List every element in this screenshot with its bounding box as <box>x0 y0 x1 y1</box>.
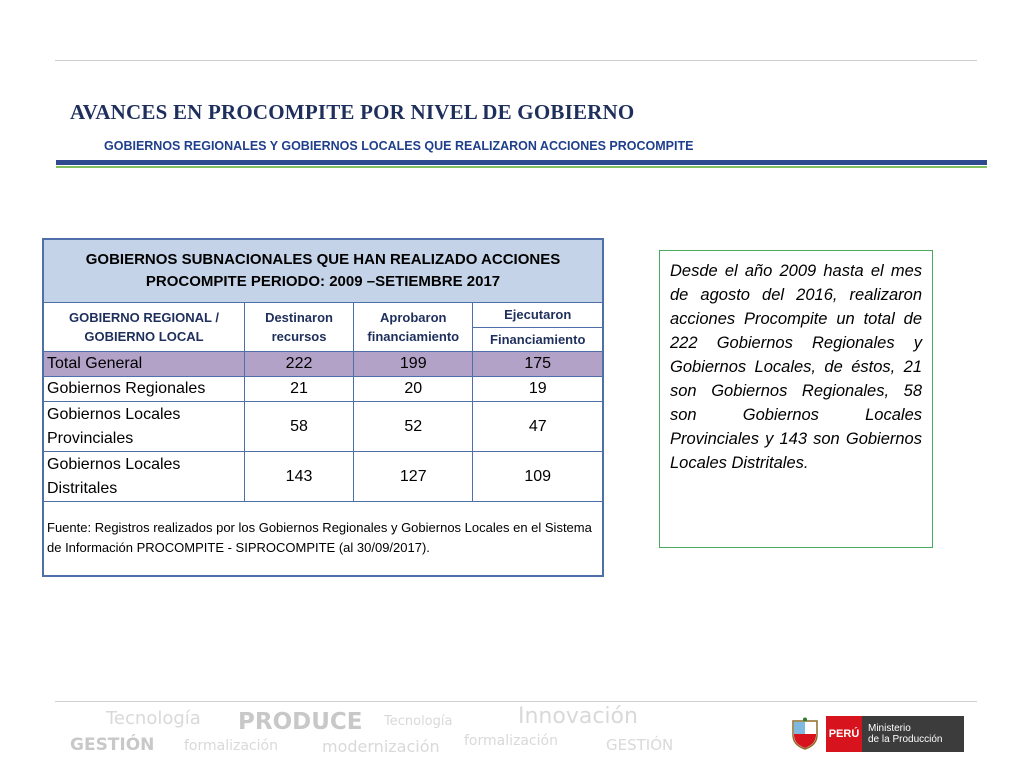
row-label: Gobiernos Locales Provinciales <box>43 402 244 452</box>
page-title: AVANCES EN PROCOMPITE POR NIVEL DE GOBIERNO <box>70 100 635 124</box>
row-ejecutaron: 19 <box>473 377 603 402</box>
table-row <box>43 377 603 402</box>
watermark-word: PRODUCE <box>238 709 363 735</box>
summary-note: Desde el año 2009 hasta el mes de agosto del 2016, realizaron acciones Procompite un total de 222 Gobiernos Regionales y Gobiernos Locales, de éstos, 21 son Gobiernos Regionales, 58 son Gobiernos Locales Provinciales y 143 son Gobiernos Locales Distritales. <box>659 250 933 548</box>
row-ejecutaron: 175 <box>473 352 603 377</box>
row-destinaron: 21 <box>244 377 353 402</box>
top-divider <box>55 60 977 61</box>
table-row <box>43 402 603 452</box>
col-header-financiamiento: Financiamiento <box>473 327 603 352</box>
header-bar-blue <box>56 160 987 165</box>
col-header-destinaron: Destinaron recursos <box>244 303 353 352</box>
ministry-name-line1: Ministerio <box>868 723 911 734</box>
row-aprobaron: 20 <box>354 377 473 402</box>
row-destinaron: 58 <box>244 402 353 452</box>
peru-badge: PERÚ <box>826 716 862 752</box>
ministry-logo <box>790 715 970 753</box>
table-header-row <box>43 303 603 328</box>
row-label: Gobiernos Regionales <box>43 377 244 402</box>
col-header-ejecutaron: Ejecutaron <box>473 303 603 328</box>
table-caption: GOBIERNOS SUBNACIONALES QUE HAN REALIZADO ACCIONES PROCOMPITE PERIODO: 2009 –SETIEMBRE 2017 <box>43 239 603 303</box>
col-header-aprobaron: Aprobaron financiamiento <box>354 303 473 352</box>
header-bar-green <box>56 166 987 168</box>
watermark-word: Innovación <box>518 704 638 729</box>
bottom-divider <box>55 701 977 702</box>
table-caption-row <box>43 239 603 303</box>
col-header-level: GOBIERNO REGIONAL / GOBIERNO LOCAL <box>43 303 244 352</box>
row-aprobaron: 127 <box>354 452 473 502</box>
watermark-word: GESTIÓN <box>70 735 155 755</box>
ministry-name <box>862 716 964 752</box>
peru-coat-of-arms-icon <box>790 717 820 751</box>
row-ejecutaron: 47 <box>473 402 603 452</box>
page-subtitle: GOBIERNOS REGIONALES Y GOBIERNOS LOCALES QUE REALIZARON ACCIONES PROCOMPITE <box>104 139 694 153</box>
watermark-word: modernización <box>322 737 440 756</box>
row-label: Gobiernos Locales Distritales <box>43 452 244 502</box>
procompite-table <box>42 238 604 577</box>
row-aprobaron: 52 <box>354 402 473 452</box>
table-source-note: Fuente: Registros realizados por los Gobiernos Regionales y Gobiernos Locales en el Sistema de Información PROCOMPITE - SIPROCOMPITE (al 30/09/2017). <box>43 502 603 576</box>
watermark-word: formalización <box>464 733 558 749</box>
ministry-name-line2: de la Producción <box>868 734 943 745</box>
watermark-word: Tecnología <box>106 708 201 729</box>
watermark-word: formalización <box>184 738 278 754</box>
row-aprobaron: 199 <box>354 352 473 377</box>
row-destinaron: 143 <box>244 452 353 502</box>
row-destinaron: 222 <box>244 352 353 377</box>
watermark-word: GESTIÓN <box>606 736 674 754</box>
table-row <box>43 352 603 377</box>
row-label: Total General <box>43 352 244 377</box>
table-source-row <box>43 502 603 576</box>
row-ejecutaron: 109 <box>473 452 603 502</box>
watermark-word: Tecnología <box>384 714 453 729</box>
table-row <box>43 452 603 502</box>
